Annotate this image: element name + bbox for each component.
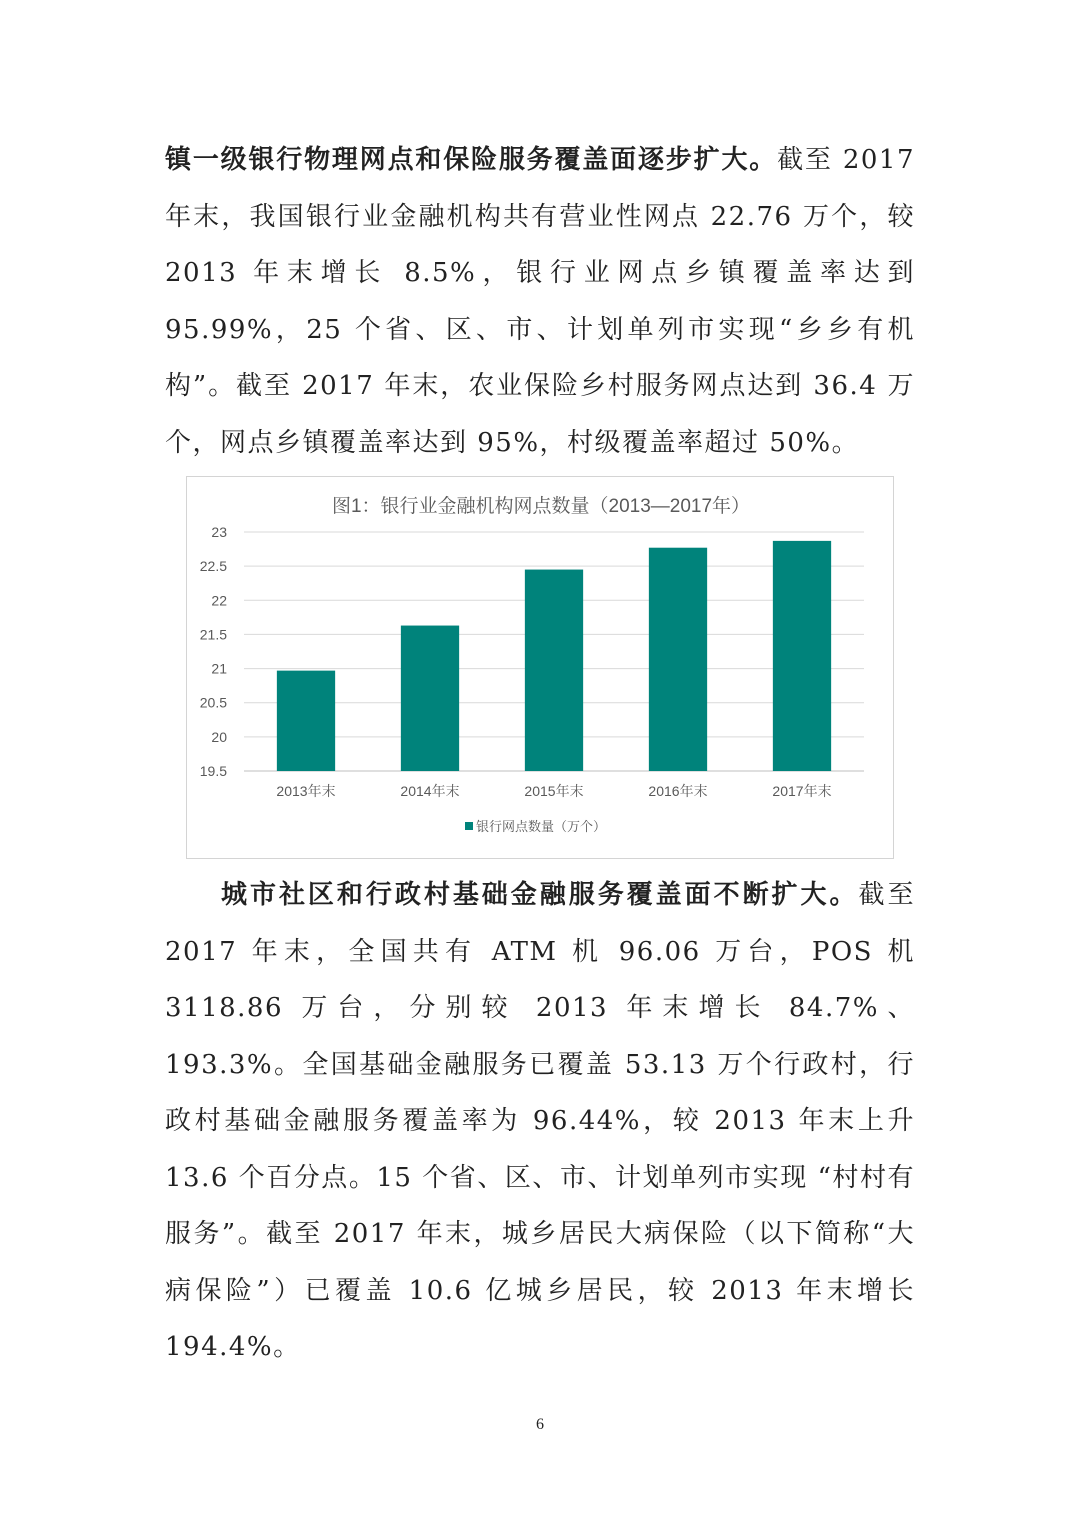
x-axis-ticks (276, 783, 831, 799)
y-tick-label: 22.5 (199, 558, 227, 575)
chart-title: 图1：银行业金融机构网点数量（2013—2017年） (331, 496, 751, 517)
y-axis-ticks (200, 524, 227, 779)
x-tick-label: 2015年末 (524, 783, 584, 799)
bar (649, 548, 707, 771)
y-tick-label: 20 (211, 728, 227, 745)
paragraph-lead: 城市社区和行政村基础金融服务覆盖面不断扩大。 (221, 880, 859, 910)
bar (401, 626, 459, 771)
paragraph-community-services (165, 867, 915, 1376)
paragraph-lead: 镇一级银行物理网点和保险服务覆盖面逐步扩大。 (165, 145, 778, 175)
x-tick-label: 2013年末 (276, 783, 336, 799)
bar (773, 541, 831, 771)
x-tick-label: 2017年末 (772, 783, 832, 799)
y-tick-label: 20.5 (199, 694, 227, 711)
y-tick-label: 21.5 (199, 626, 227, 643)
paragraph-body: 截至 2017 年末，我国银行业金融机构共有营业性网点 22.76 万个，较 2013 年末增长 8.5%，银行业网点乡镇覆盖率达到 95.99%，25 个省、区、市、计划单列市实现“乡乡有机构”。截至 2017 年末，农业保险乡村服务网点达到 36.4 万个，网点乡镇覆盖率达到 95%，村级覆盖率超过 50%。 (165, 145, 915, 458)
y-tick-label: 22 (211, 592, 227, 609)
bar (277, 671, 335, 771)
bar (525, 570, 583, 771)
y-tick-label: 23 (211, 524, 227, 540)
chart-canvas (187, 477, 895, 860)
x-tick-label: 2016年末 (648, 783, 708, 799)
paragraph-rural-branches (165, 132, 915, 471)
paragraph-body: 截至 2017 年末，全国共有 ATM 机 96.06 万台，POS 机 3118.86 万台，分别较 2013 年末增长 84.7%、193.3%。全国基础金融服务已覆盖 53.13 万个行政村，行政村基础金融服务覆盖率为 96.44%，较 2013 年末上升 13.6 个百分点。15 个省、区、市、计划单列市实现 “村村有服务”。截至 2017 年末，城乡居民大病保险（以下简称“大病保险”）已覆盖 10.6 亿城乡居民，较 2013 年末增长 194.4%。 (165, 880, 915, 1362)
legend-label: 银行网点数量（万个） (476, 819, 607, 834)
legend-swatch (465, 822, 473, 830)
y-tick-label: 21 (211, 660, 227, 677)
bar-chart (186, 476, 894, 859)
legend (465, 819, 606, 834)
x-tick-label: 2014年末 (400, 783, 460, 799)
y-tick-label: 19.5 (199, 763, 227, 779)
page-number: 6 (536, 1416, 544, 1433)
